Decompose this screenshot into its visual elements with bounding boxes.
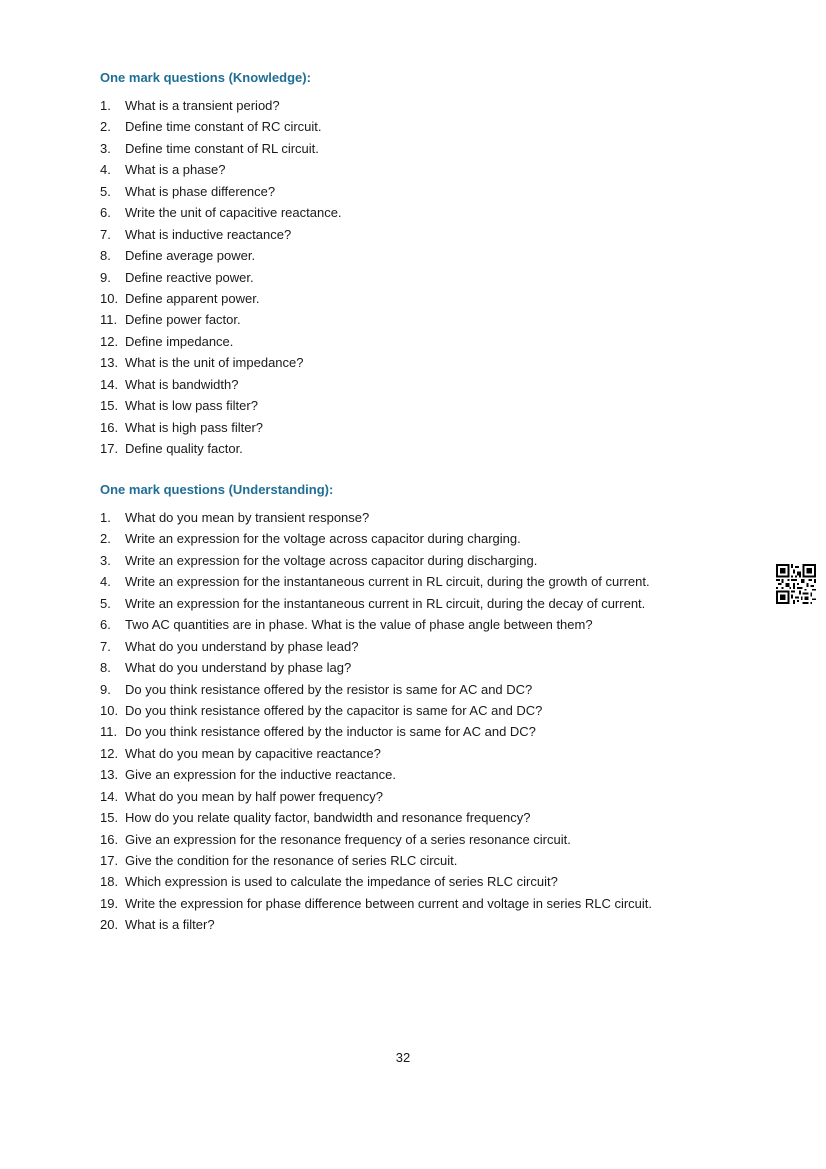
question-text: What is high pass filter? xyxy=(125,419,264,435)
question-number: 9. xyxy=(100,269,111,285)
question-item xyxy=(100,764,740,785)
question-item xyxy=(100,507,740,528)
question-number: 4. xyxy=(100,162,111,178)
question-text: What is the unit of impedance? xyxy=(125,355,304,371)
section-heading-knowledge: One mark questions (Knowledge): xyxy=(100,70,311,85)
question-item xyxy=(100,807,740,828)
question-text: Define apparent power. xyxy=(125,290,260,306)
question-number: 11. xyxy=(100,312,118,328)
question-text: Do you think resistance offered by the capacitor is same for AC and DC? xyxy=(125,702,543,718)
question-number: 3. xyxy=(100,552,111,568)
question-text: What is bandwidth? xyxy=(125,376,239,392)
question-text: Define time constant of RC circuit. xyxy=(125,119,322,135)
question-item xyxy=(100,245,740,266)
question-number: 10. xyxy=(100,702,119,718)
question-item xyxy=(100,679,740,700)
question-item xyxy=(100,871,740,892)
question-item xyxy=(100,374,740,395)
question-item xyxy=(100,914,740,935)
question-item xyxy=(100,550,740,571)
question-item xyxy=(100,593,740,614)
question-text: What do you mean by capacitive reactance? xyxy=(125,745,381,761)
question-text: How do you relate quality factor, bandwidth and resonance frequency? xyxy=(125,810,531,826)
question-text: Write an expression for the voltage across capacitor during charging. xyxy=(125,531,521,547)
question-number: 8. xyxy=(100,660,111,676)
question-item xyxy=(100,657,740,678)
question-item xyxy=(100,438,740,459)
question-item xyxy=(100,267,740,288)
question-item xyxy=(100,202,740,223)
question-number: 18. xyxy=(100,874,119,890)
question-item xyxy=(100,95,740,116)
question-text: What do you mean by half power frequency? xyxy=(125,788,383,804)
question-item xyxy=(100,309,740,330)
question-text: Write an expression for the voltage across capacitor during discharging. xyxy=(125,552,538,568)
question-text: Define time constant of RL circuit. xyxy=(125,140,319,156)
question-number: 15. xyxy=(100,810,119,826)
question-number: 6. xyxy=(100,205,111,221)
question-text: What is low pass filter? xyxy=(125,398,258,414)
question-item xyxy=(100,138,740,159)
question-text: Give the condition for the resonance of series RLC circuit. xyxy=(125,853,458,868)
question-item xyxy=(100,743,740,764)
question-text: What is a phase? xyxy=(125,162,226,178)
question-item xyxy=(100,700,740,721)
question-number: 12. xyxy=(100,745,119,761)
question-text: Write an expression for the instantaneous current in RL circuit, during the decay of current. xyxy=(125,595,646,611)
question-number: 12. xyxy=(100,333,119,349)
question-item xyxy=(100,417,740,438)
question-item xyxy=(100,528,740,549)
question-text: Two AC quantities are in phase. What is the value of phase angle between them? xyxy=(125,617,593,633)
question-item xyxy=(100,721,740,742)
question-item xyxy=(100,352,740,373)
question-text: What do you mean by transient response? xyxy=(125,510,370,525)
section-heading-understanding: One mark questions (Understanding): xyxy=(100,482,334,497)
question-number: 1. xyxy=(100,510,111,525)
question-number: 7. xyxy=(100,226,111,242)
question-item xyxy=(100,159,740,180)
question-number: 9. xyxy=(100,681,111,697)
question-item xyxy=(100,395,740,416)
question-item xyxy=(100,331,740,352)
question-text: Define impedance. xyxy=(125,333,234,349)
question-item xyxy=(100,288,740,309)
question-text: Define average power. xyxy=(125,248,256,264)
question-item xyxy=(100,786,740,807)
qr-code-icon xyxy=(776,564,816,604)
question-number: 5. xyxy=(100,595,111,611)
question-text: Define quality factor. xyxy=(125,441,243,456)
question-text: Write the unit of capacitive reactance. xyxy=(125,205,342,221)
question-number: 8. xyxy=(100,248,111,264)
question-number: 19. xyxy=(100,895,119,911)
question-number: 11. xyxy=(100,724,118,740)
question-number: 16. xyxy=(100,419,119,435)
question-text: What is inductive reactance? xyxy=(125,226,292,242)
question-number: 17. xyxy=(100,441,119,456)
question-number: 13. xyxy=(100,767,119,783)
question-number: 17. xyxy=(100,853,119,868)
question-item xyxy=(100,893,740,914)
question-number: 10. xyxy=(100,290,119,306)
question-number: 2. xyxy=(100,531,111,547)
question-text: Give an expression for the inductive reactance. xyxy=(125,767,396,783)
question-number: 16. xyxy=(100,831,119,847)
understanding-question-list xyxy=(100,507,740,936)
question-number: 20. xyxy=(100,917,119,933)
question-text: Define power factor. xyxy=(125,312,241,328)
question-item xyxy=(100,614,740,635)
question-number: 5. xyxy=(100,183,111,199)
question-item xyxy=(100,116,740,137)
question-number: 7. xyxy=(100,638,111,654)
question-item xyxy=(100,224,740,245)
question-text: Write an expression for the instantaneous current in RL circuit, during the growth of current. xyxy=(125,574,650,590)
question-number: 6. xyxy=(100,617,111,633)
knowledge-question-list xyxy=(100,95,740,459)
question-text: Give an expression for the resonance frequency of a series resonance circuit. xyxy=(125,831,571,847)
question-item xyxy=(100,636,740,657)
question-number: 1. xyxy=(100,98,111,113)
question-text: Do you think resistance offered by the inductor is same for AC and DC? xyxy=(125,724,536,740)
question-text: Which expression is used to calculate the impedance of series RLC circuit? xyxy=(125,874,558,890)
question-number: 3. xyxy=(100,140,111,156)
question-text: What do you understand by phase lead? xyxy=(125,638,359,654)
question-number: 2. xyxy=(100,119,111,135)
question-text: Write the expression for phase difference between current and voltage in series RLC circuit. xyxy=(125,895,653,911)
question-item xyxy=(100,181,740,202)
question-number: 4. xyxy=(100,574,111,590)
question-number: 14. xyxy=(100,376,119,392)
question-number: 15. xyxy=(100,398,119,414)
question-text: What is a transient period? xyxy=(125,98,280,113)
question-text: Define reactive power. xyxy=(125,269,254,285)
question-text: What is phase difference? xyxy=(125,183,276,199)
question-text: Do you think resistance offered by the resistor is same for AC and DC? xyxy=(125,681,533,697)
question-item xyxy=(100,850,740,871)
question-text: What do you understand by phase lag? xyxy=(125,660,352,676)
question-number: 14. xyxy=(100,788,119,804)
question-number: 13. xyxy=(100,355,119,371)
question-item xyxy=(100,829,740,850)
question-item xyxy=(100,571,740,592)
question-text: What is a filter? xyxy=(125,917,215,933)
page-number: 32 xyxy=(395,1050,411,1065)
